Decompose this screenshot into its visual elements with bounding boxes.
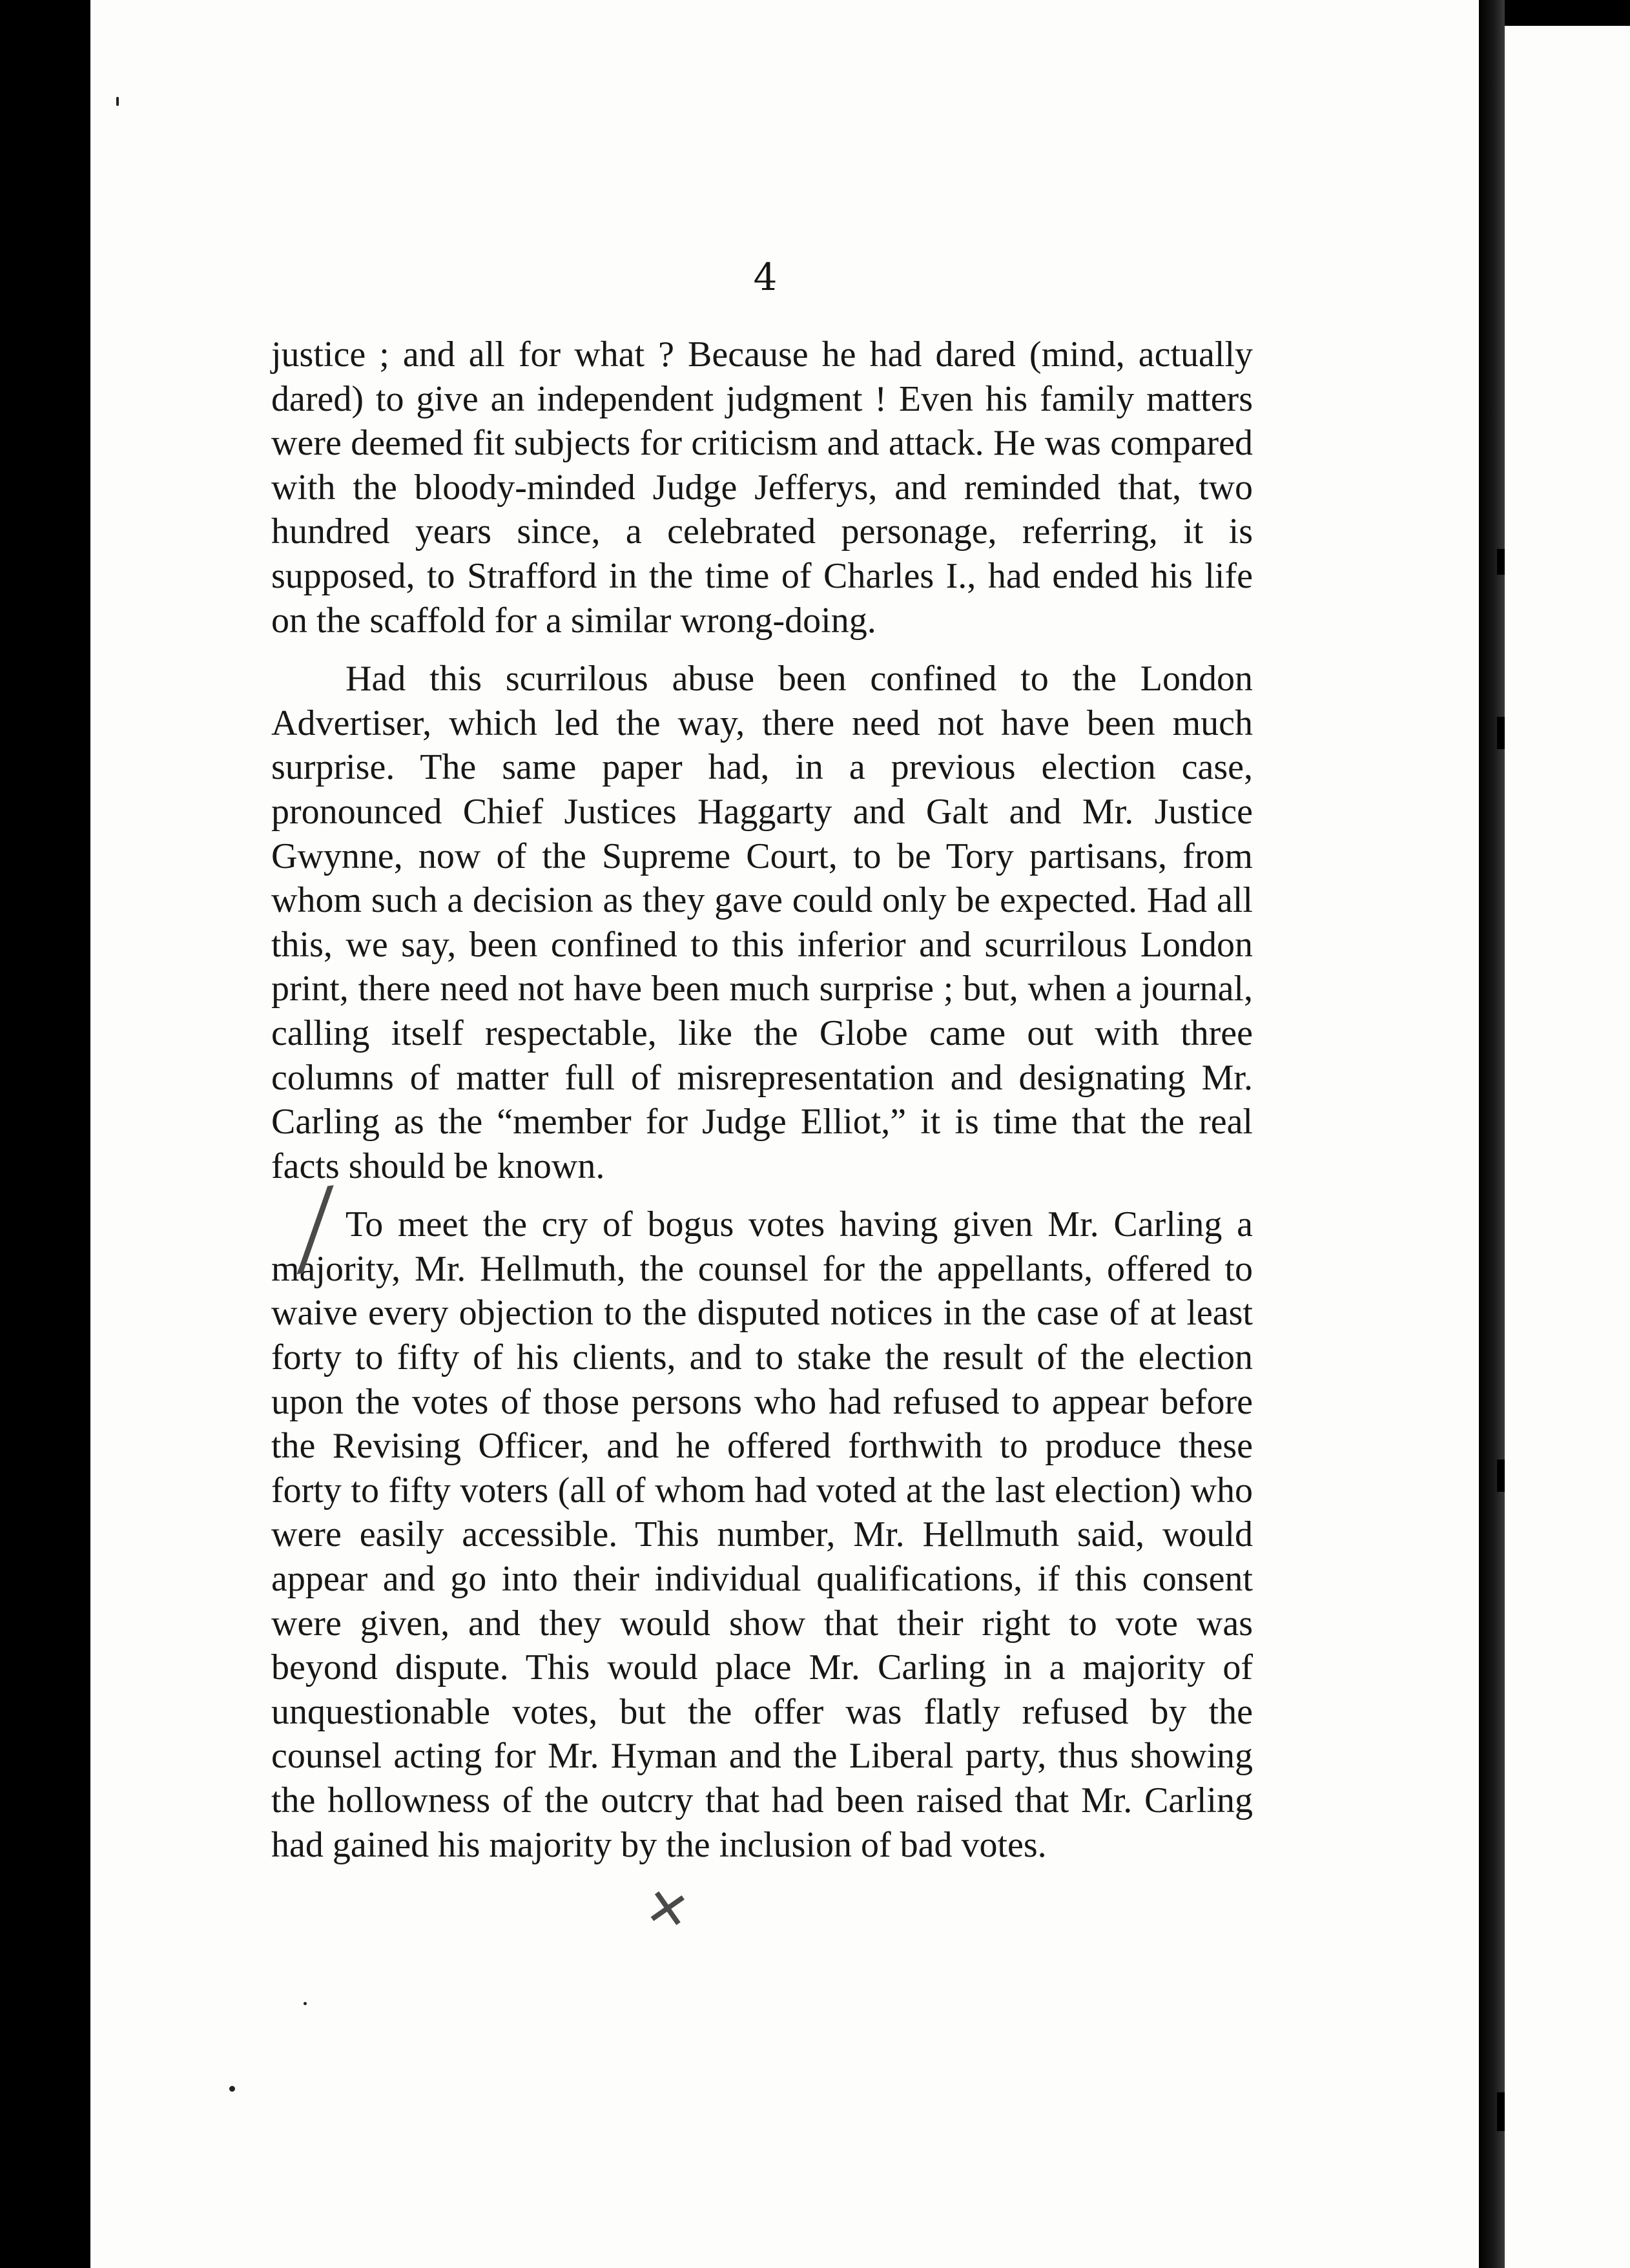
binding-mark	[1497, 717, 1505, 749]
paragraph-2: Had this scurrilous abuse been confined to the London Advertiser, which led the way, there need not have been much surprise. The same paper had, in a previous election case, pronounced Chief Justices Haggarty and Galt and Mr. Justice Gwynne, now of the Supreme Court, to be Tory partisans, from whom such a decision as they gave could only be expected. Had all this, we say, been confined to this inferior and scurrilous London print, there need not have been much surprise ; but, when a journal, calling itself respectable, like the Globe came out with three columns of matter full of misrepresentation and designating Mr. Carling as the “member for Judge Elliot,” it is time that the real facts should be known.	[271, 659, 1253, 1186]
binding-mark	[1497, 2092, 1505, 2131]
paragraph-3: To meet the cry of bogus votes having given Mr. Carling a majority, Mr. Hellmuth, the counsel for the appellants, offered to waive every objection to the disputed notices in the case of at least forty to fifty of his clients, and to stake the result of the election upon the votes of those persons who had refused to appear before the Revising Officer, and he offered forthwith to produce these forty to fifty voters (all of whom had voted at the last election) who were easily accessible. This number, Mr. Hellmuth said, would appear and go into their individual qualifications, if this consent were given, and they would show that their right to vote was beyond dispute. This would place Mr. Carling in a majority of unquestionable votes, but the offer was flatly refused by the counsel acting for Mr. Hyman and the Liberal party, thus showing the hollowness of the outcry that had been raised that Mr. Carling had gained his majority by the inclusion of bad votes.	[271, 1204, 1253, 1865]
adjacent-page-edge	[1505, 26, 1630, 2268]
page-number: 4	[753, 255, 778, 299]
book-binding-gutter	[1479, 0, 1505, 2268]
body-text	[271, 333, 1253, 1867]
pencil-x-mark: ✕	[641, 1875, 694, 1943]
pencil-margin-mark: ╱	[288, 1186, 342, 1273]
scan-speck	[116, 97, 119, 106]
paragraph-1: justice ; and all for what ? Because he had dared (mind, actually dared) to give an independent judgment ! Even his family matters were deemed fit subjects for criticism and attack. He was compared with the bloody-minded Judge Jefferys, and reminded that, two hundred years since, a celebrated personage, referring, it is supposed, to Strafford in the time of Charles I., had ended his life on the scaffold for a similar wrong-doing.	[271, 335, 1253, 641]
scan-speck	[304, 2002, 307, 2005]
scan-speck	[229, 2086, 235, 2092]
binding-mark	[1497, 1459, 1505, 1492]
binding-mark	[1497, 549, 1505, 575]
